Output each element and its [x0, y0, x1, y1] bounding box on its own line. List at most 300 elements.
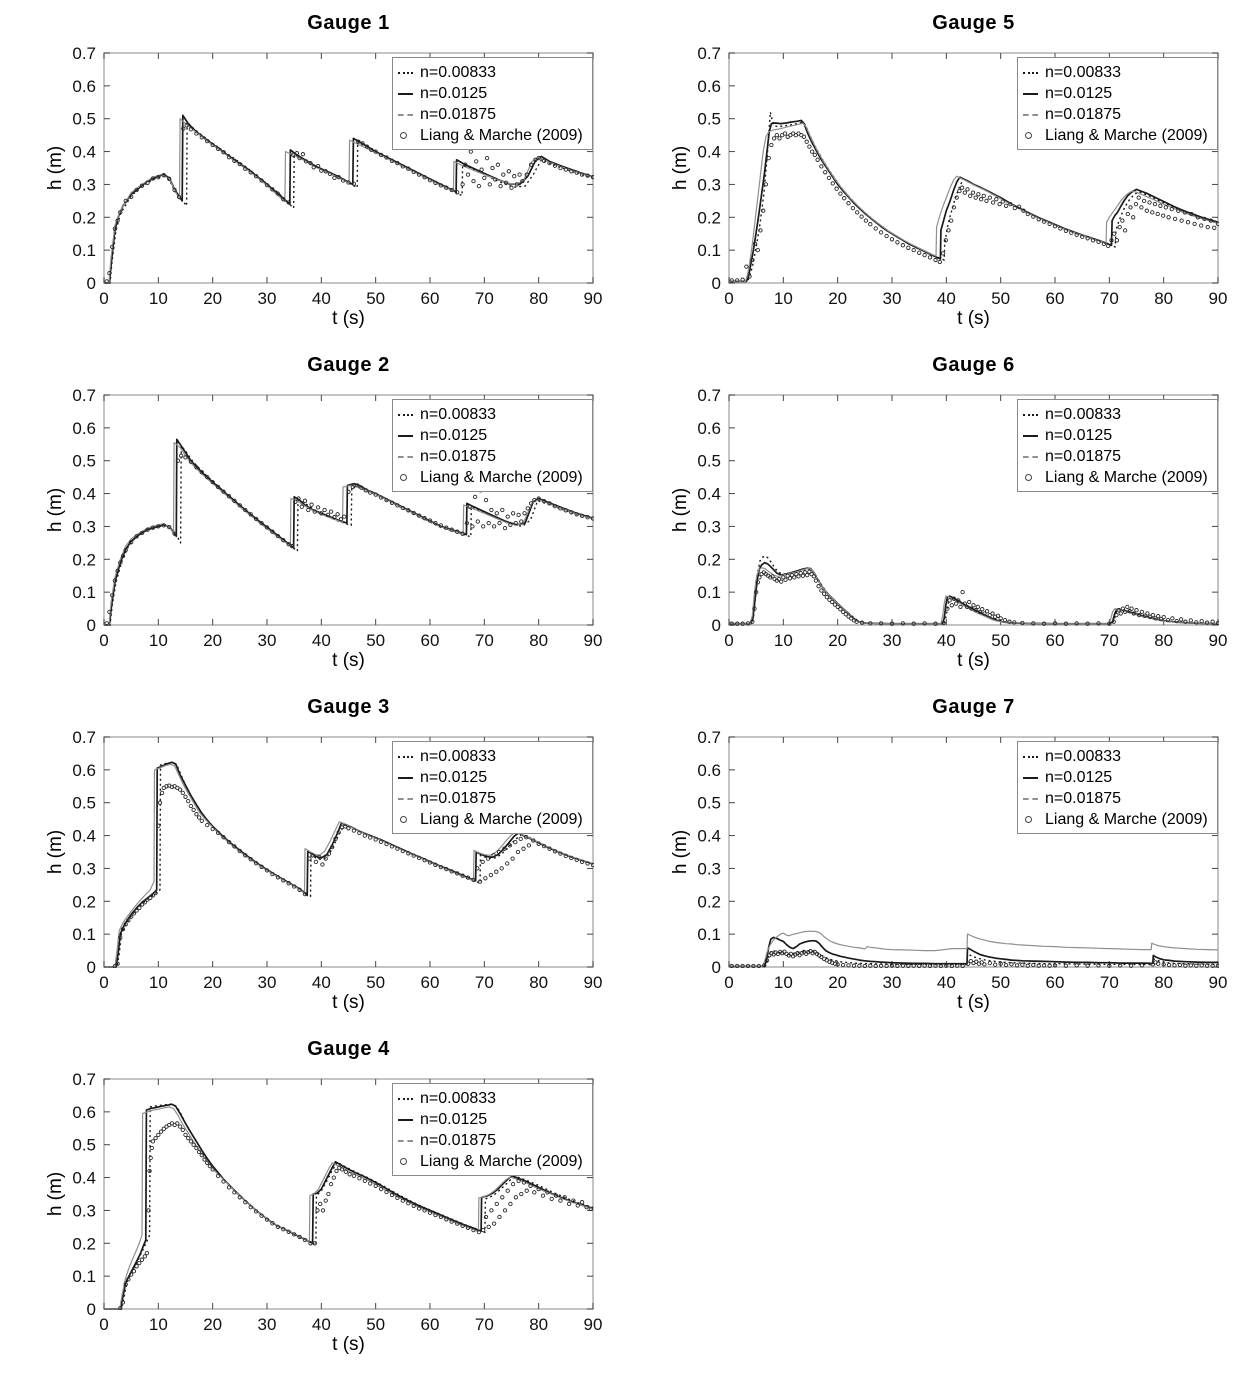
- legend-entry: [398, 446, 590, 467]
- scatter-point: [206, 823, 209, 826]
- y-tick-label: 0.3: [72, 175, 96, 195]
- scatter-point: [1162, 615, 1165, 618]
- x-tick-label: 40: [936, 289, 956, 308]
- scatter-point: [1148, 201, 1151, 204]
- legend-label: n=0.01875: [1045, 447, 1122, 465]
- scatter-point: [567, 1202, 570, 1205]
- y-tick-label: 0.7: [72, 1070, 96, 1089]
- y-tick-label: 0.4: [72, 142, 96, 162]
- scatter-point: [971, 191, 974, 194]
- scatter-point: [178, 788, 181, 791]
- y-tick-label: 0.3: [72, 517, 96, 537]
- legend-entry: [1023, 404, 1215, 425]
- x-tick-label: 30: [257, 631, 277, 650]
- scatter-point: [1178, 963, 1181, 966]
- scatter-point: [550, 1197, 553, 1200]
- scatter-point: [476, 520, 479, 523]
- scatter-point: [192, 1143, 195, 1146]
- scatter-point: [1159, 204, 1162, 207]
- scatter-point: [192, 808, 195, 811]
- x-tick-label: 80: [1154, 631, 1174, 650]
- x-tick-label: 70: [474, 289, 494, 308]
- scatter-point: [500, 867, 503, 870]
- legend-dotted-marker-icon: [398, 756, 418, 758]
- scatter-point: [523, 512, 526, 515]
- legend-circle-marker-icon: [398, 474, 418, 481]
- x-tick-label: 20: [828, 289, 848, 308]
- scatter-point: [195, 813, 198, 816]
- scatter-point: [157, 1133, 160, 1136]
- scatter-point: [200, 819, 203, 822]
- legend-label: n=0.00833: [420, 63, 497, 81]
- scatter-point: [513, 175, 516, 178]
- y-tick-label: 0.6: [697, 760, 721, 780]
- x-axis-label: t (s): [332, 1334, 365, 1355]
- legend-entry: [1023, 746, 1215, 767]
- legend-entry: [398, 1151, 590, 1172]
- scatter-point: [1179, 618, 1182, 621]
- legend-label: Liang & Marche (2009): [420, 468, 583, 486]
- x-tick-label: 10: [773, 289, 793, 308]
- legend-entry: [398, 767, 590, 788]
- scatter-point: [963, 191, 966, 194]
- x-tick-label: 50: [366, 1315, 386, 1334]
- y-tick-label: 0: [711, 274, 721, 293]
- scatter-point: [506, 515, 509, 518]
- scatter-point: [874, 227, 877, 230]
- x-axis-label: t (s): [957, 308, 990, 329]
- x-tick-label: 80: [1154, 973, 1174, 992]
- scatter-point: [323, 508, 326, 511]
- scatter-point: [1140, 206, 1143, 209]
- scatter-point: [985, 610, 988, 613]
- gauge-4-canvas: [0, 1026, 625, 1368]
- y-tick-label: 0.5: [72, 451, 96, 471]
- scatter-point: [154, 1136, 157, 1139]
- scatter-point: [517, 513, 520, 516]
- scatter-point: [1123, 229, 1126, 232]
- scatter-point: [533, 1191, 536, 1194]
- plot-title: Gauge 4: [307, 1038, 390, 1060]
- scatter-point: [976, 605, 979, 608]
- x-tick-label: 40: [936, 973, 956, 992]
- scatter-point: [1115, 239, 1118, 242]
- scatter-point: [506, 1189, 509, 1192]
- scatter-point: [184, 1133, 187, 1136]
- gauge-2-canvas: [0, 342, 625, 684]
- scatter-point: [1213, 226, 1216, 229]
- scatter-point: [1140, 610, 1143, 613]
- scatter-point: [150, 1146, 153, 1149]
- y-tick-label: 0.5: [72, 793, 96, 813]
- x-tick-label: 40: [311, 1315, 331, 1334]
- scatter-point: [1171, 617, 1174, 620]
- x-tick-label: 0: [724, 289, 734, 308]
- scatter-point: [329, 1182, 332, 1185]
- plot-title: Gauge 5: [932, 12, 1015, 34]
- legend-label: n=0.01875: [1045, 789, 1122, 807]
- legend-label: n=0.0125: [1045, 426, 1113, 444]
- x-tick-label: 80: [529, 1315, 549, 1334]
- y-tick-label: 0.6: [72, 760, 96, 780]
- scatter-point: [822, 592, 825, 595]
- legend-entry: [1023, 767, 1215, 788]
- x-tick-label: 30: [882, 973, 902, 992]
- scatter-point: [1164, 206, 1167, 209]
- legend-entry: [398, 467, 590, 488]
- scatter-point: [1200, 224, 1203, 227]
- scatter-point: [814, 579, 817, 582]
- scatter-point: [1021, 963, 1024, 966]
- y-tick-label: 0.7: [72, 386, 96, 405]
- scatter-point: [197, 816, 200, 819]
- gauge-4-panel: [0, 1026, 625, 1368]
- scatter-point: [1189, 619, 1192, 622]
- y-tick-label: 0.2: [72, 550, 96, 570]
- x-tick-label: 10: [148, 1315, 168, 1334]
- y-tick-label: 0.3: [697, 175, 721, 195]
- scatter-point: [469, 150, 472, 153]
- scatter-point: [344, 1170, 347, 1173]
- scatter-point: [480, 168, 483, 171]
- y-tick-label: 0: [86, 1300, 96, 1319]
- x-axis-label: t (s): [332, 308, 365, 329]
- scatter-point: [307, 508, 310, 511]
- scatter-point: [827, 176, 830, 179]
- legend-circle-marker-icon: [398, 132, 418, 139]
- scatter-point: [1130, 607, 1133, 610]
- scatter-point: [310, 503, 313, 506]
- scatter-point: [1200, 619, 1203, 622]
- scatter-point: [301, 153, 304, 156]
- scatter-point: [869, 223, 872, 226]
- scatter-point: [901, 244, 904, 247]
- scatter-point: [477, 184, 480, 187]
- scatter-point: [772, 137, 775, 140]
- y-axis-label: h (m): [670, 487, 691, 533]
- y-tick-label: 0.7: [697, 386, 721, 405]
- x-tick-label: 0: [99, 289, 109, 308]
- legend-entry: [398, 62, 590, 83]
- scatter-point: [314, 860, 317, 863]
- x-tick-label: 40: [311, 289, 331, 308]
- scatter-point: [484, 498, 487, 501]
- x-tick-label: 50: [991, 289, 1011, 308]
- scatter-point: [767, 156, 770, 159]
- plot-title: Gauge 3: [307, 696, 390, 718]
- y-tick-label: 0.4: [72, 1168, 96, 1188]
- gauge-5-panel: [625, 0, 1250, 342]
- x-tick-label: 90: [1208, 631, 1228, 650]
- x-axis-label: t (s): [957, 992, 990, 1013]
- scatter-point: [802, 135, 805, 138]
- scatter-point: [184, 795, 187, 798]
- empty-panel: [625, 1026, 1250, 1368]
- y-tick-label: 0.2: [697, 550, 721, 570]
- scatter-point: [352, 1174, 355, 1177]
- legend-label: n=0.01875: [1045, 105, 1122, 123]
- scatter-point: [333, 176, 336, 179]
- scatter-point: [321, 1209, 324, 1212]
- scatter-point: [1180, 219, 1183, 222]
- x-tick-label: 50: [366, 289, 386, 308]
- x-tick-label: 30: [882, 631, 902, 650]
- scatter-point: [806, 573, 809, 576]
- gauge-7-panel: [625, 684, 1250, 1026]
- scatter-point: [491, 166, 494, 169]
- scatter-point: [797, 575, 800, 578]
- y-axis-label: h (m): [45, 487, 66, 533]
- scatter-point: [489, 873, 492, 876]
- legend-label: n=0.00833: [1045, 405, 1122, 423]
- scatter-point: [801, 574, 804, 577]
- x-tick-label: 20: [203, 289, 223, 308]
- scatter-point: [923, 253, 926, 256]
- scatter-point: [498, 1215, 501, 1218]
- plot-title: Gauge 1: [307, 12, 390, 34]
- legend-entry: [1023, 104, 1215, 125]
- scatter-point: [1142, 199, 1145, 202]
- scatter-point: [178, 1125, 181, 1128]
- y-tick-label: 0.7: [72, 728, 96, 747]
- x-tick-label: 30: [257, 1315, 277, 1334]
- scatter-point: [559, 1199, 562, 1202]
- y-tick-label: 0.1: [72, 241, 96, 261]
- x-tick-label: 50: [366, 631, 386, 650]
- y-tick-label: 0.6: [72, 1102, 96, 1122]
- scatter-point: [145, 1251, 148, 1254]
- scatter-point: [784, 578, 787, 581]
- x-tick-label: 10: [148, 289, 168, 308]
- scatter-point: [998, 202, 1001, 205]
- y-tick-label: 0: [86, 616, 96, 635]
- legend-box: [1017, 399, 1218, 492]
- scatter-point: [812, 575, 815, 578]
- scatter-point: [473, 495, 476, 498]
- x-tick-label: 0: [724, 631, 734, 650]
- y-axis-label: h (m): [670, 829, 691, 875]
- x-tick-label: 90: [583, 631, 603, 650]
- series-line-dotted: [729, 556, 1218, 624]
- scatter-point: [764, 183, 767, 186]
- x-tick-label: 70: [1099, 973, 1119, 992]
- scatter-point: [187, 799, 190, 802]
- scatter-point: [132, 1270, 135, 1273]
- y-tick-label: 0.2: [72, 1234, 96, 1254]
- x-tick-label: 20: [828, 631, 848, 650]
- scatter-point: [324, 1199, 327, 1202]
- scatter-point: [511, 857, 514, 860]
- scatter-point: [851, 206, 854, 209]
- scatter-point: [482, 525, 485, 528]
- scatter-point: [788, 577, 791, 580]
- scatter-point: [1161, 214, 1164, 217]
- scatter-point: [1193, 222, 1196, 225]
- x-tick-label: 60: [1045, 973, 1065, 992]
- scatter-point: [817, 585, 820, 588]
- legend-gray-marker-icon: [398, 114, 418, 116]
- legend-label: Liang & Marche (2009): [420, 1152, 583, 1170]
- y-tick-label: 0.5: [697, 451, 721, 471]
- scatter-point: [1126, 212, 1129, 215]
- scatter-point: [514, 840, 517, 843]
- scatter-point: [783, 132, 786, 135]
- x-tick-label: 70: [474, 1315, 494, 1334]
- legend-gray-marker-icon: [398, 1140, 418, 1142]
- scatter-point: [1167, 963, 1170, 966]
- legend-entry: [398, 788, 590, 809]
- x-tick-label: 20: [203, 631, 223, 650]
- y-tick-label: 0: [711, 958, 721, 977]
- scatter-point: [969, 194, 972, 197]
- legend-solid-marker-icon: [398, 1119, 418, 1121]
- legend-label: Liang & Marche (2009): [1045, 810, 1208, 828]
- x-tick-label: 90: [583, 973, 603, 992]
- legend-entry: [398, 809, 590, 830]
- scatter-point: [1032, 963, 1035, 966]
- scatter-point: [503, 526, 506, 529]
- scatter-point: [1137, 196, 1140, 199]
- x-tick-label: 70: [474, 973, 494, 992]
- scatter-point: [770, 143, 773, 146]
- legend-label: n=0.00833: [1045, 63, 1122, 81]
- legend-entry: [398, 1130, 590, 1151]
- y-tick-label: 0.5: [697, 109, 721, 129]
- plot-title: Gauge 7: [932, 696, 1015, 718]
- scatter-point: [977, 193, 980, 196]
- scatter-point: [511, 512, 514, 515]
- scatter-point: [810, 150, 813, 153]
- legend-solid-marker-icon: [1023, 777, 1043, 779]
- scatter-point: [541, 1194, 544, 1197]
- legend-gray-marker-icon: [1023, 456, 1043, 458]
- legend-entry: [398, 1088, 590, 1109]
- scatter-point: [805, 140, 808, 143]
- scatter-point: [972, 604, 975, 607]
- scatter-point: [1135, 609, 1138, 612]
- x-tick-label: 20: [203, 1315, 223, 1334]
- legend-entry: [1023, 62, 1215, 83]
- scatter-point: [369, 1182, 372, 1185]
- legend-box: [1017, 741, 1218, 834]
- legend-circle-marker-icon: [398, 816, 418, 823]
- legend-dotted-marker-icon: [398, 414, 418, 416]
- scatter-point: [181, 1128, 184, 1131]
- legend-entry: [398, 1109, 590, 1130]
- scatter-point: [843, 197, 846, 200]
- legend-dotted-marker-icon: [1023, 72, 1043, 74]
- legend-gray-marker-icon: [398, 456, 418, 458]
- scatter-point: [189, 804, 192, 807]
- scatter-point: [928, 256, 931, 259]
- scatter-point: [948, 599, 951, 602]
- x-tick-label: 60: [1045, 631, 1065, 650]
- x-tick-label: 80: [529, 973, 549, 992]
- scatter-point: [502, 173, 505, 176]
- scatter-point: [1126, 605, 1129, 608]
- legend-entry: [1023, 125, 1215, 146]
- x-axis-label: t (s): [332, 992, 365, 1013]
- scatter-point: [820, 165, 823, 168]
- scatter-point: [890, 238, 893, 241]
- x-tick-label: 50: [991, 631, 1011, 650]
- scatter-point: [487, 521, 490, 524]
- scatter-point: [490, 1209, 493, 1212]
- scatter-point: [514, 1196, 517, 1199]
- scatter-point: [487, 1225, 490, 1228]
- scatter-point: [966, 188, 969, 191]
- scatter-point: [985, 199, 988, 202]
- plot-title: Gauge 6: [932, 354, 1015, 376]
- x-tick-label: 30: [257, 973, 277, 992]
- y-tick-label: 0.4: [72, 484, 96, 504]
- y-tick-label: 0.7: [697, 728, 721, 747]
- scatter-point: [1151, 211, 1154, 214]
- scatter-point: [1156, 212, 1159, 215]
- x-axis-label: t (s): [957, 650, 990, 671]
- scatter-point: [336, 513, 339, 516]
- scatter-point: [816, 158, 819, 161]
- scatter-point: [841, 963, 844, 966]
- scatter-point: [1004, 963, 1007, 966]
- scatter-point: [176, 1122, 179, 1125]
- legend-box: [392, 1083, 593, 1176]
- legend-entry: [1023, 425, 1215, 446]
- scatter-point: [227, 1186, 230, 1189]
- legend-label: n=0.0125: [420, 84, 488, 102]
- scatter-point: [958, 189, 961, 192]
- y-tick-label: 0.5: [697, 793, 721, 813]
- y-tick-label: 0.2: [697, 208, 721, 228]
- legend-label: Liang & Marche (2009): [420, 126, 583, 144]
- y-axis-label: h (m): [45, 145, 66, 191]
- x-tick-label: 90: [583, 289, 603, 308]
- legend-dotted-marker-icon: [398, 72, 418, 74]
- x-tick-label: 0: [99, 973, 109, 992]
- y-tick-label: 0.1: [72, 925, 96, 945]
- x-tick-label: 10: [148, 973, 168, 992]
- scatter-point: [321, 863, 324, 866]
- scatter-point: [959, 605, 962, 608]
- legend-entry: [398, 404, 590, 425]
- x-tick-label: 50: [991, 973, 1011, 992]
- legend-label: n=0.00833: [1045, 747, 1122, 765]
- scatter-point: [1173, 217, 1176, 220]
- legend-circle-marker-icon: [1023, 474, 1043, 481]
- legend-label: n=0.0125: [420, 1110, 488, 1128]
- scatter-point: [982, 194, 985, 197]
- scatter-point: [1206, 225, 1209, 228]
- scatter-point: [1134, 202, 1137, 205]
- scatter-point: [335, 1169, 338, 1172]
- scatter-point: [856, 211, 859, 214]
- legend-entry: [1023, 446, 1215, 467]
- scatter-point: [1132, 216, 1135, 219]
- scatter-point: [522, 847, 525, 850]
- scatter-point: [151, 1140, 154, 1143]
- scatter-point: [912, 248, 915, 251]
- legend-solid-marker-icon: [1023, 93, 1043, 95]
- scatter-point: [1151, 613, 1154, 616]
- y-tick-label: 0.1: [697, 583, 721, 603]
- y-tick-label: 0.4: [697, 142, 721, 162]
- legend-label: Liang & Marche (2009): [1045, 468, 1208, 486]
- scatter-point: [824, 171, 827, 174]
- x-tick-label: 0: [724, 973, 734, 992]
- scatter-point: [979, 198, 982, 201]
- y-tick-label: 0.2: [72, 208, 96, 228]
- scatter-point: [835, 187, 838, 190]
